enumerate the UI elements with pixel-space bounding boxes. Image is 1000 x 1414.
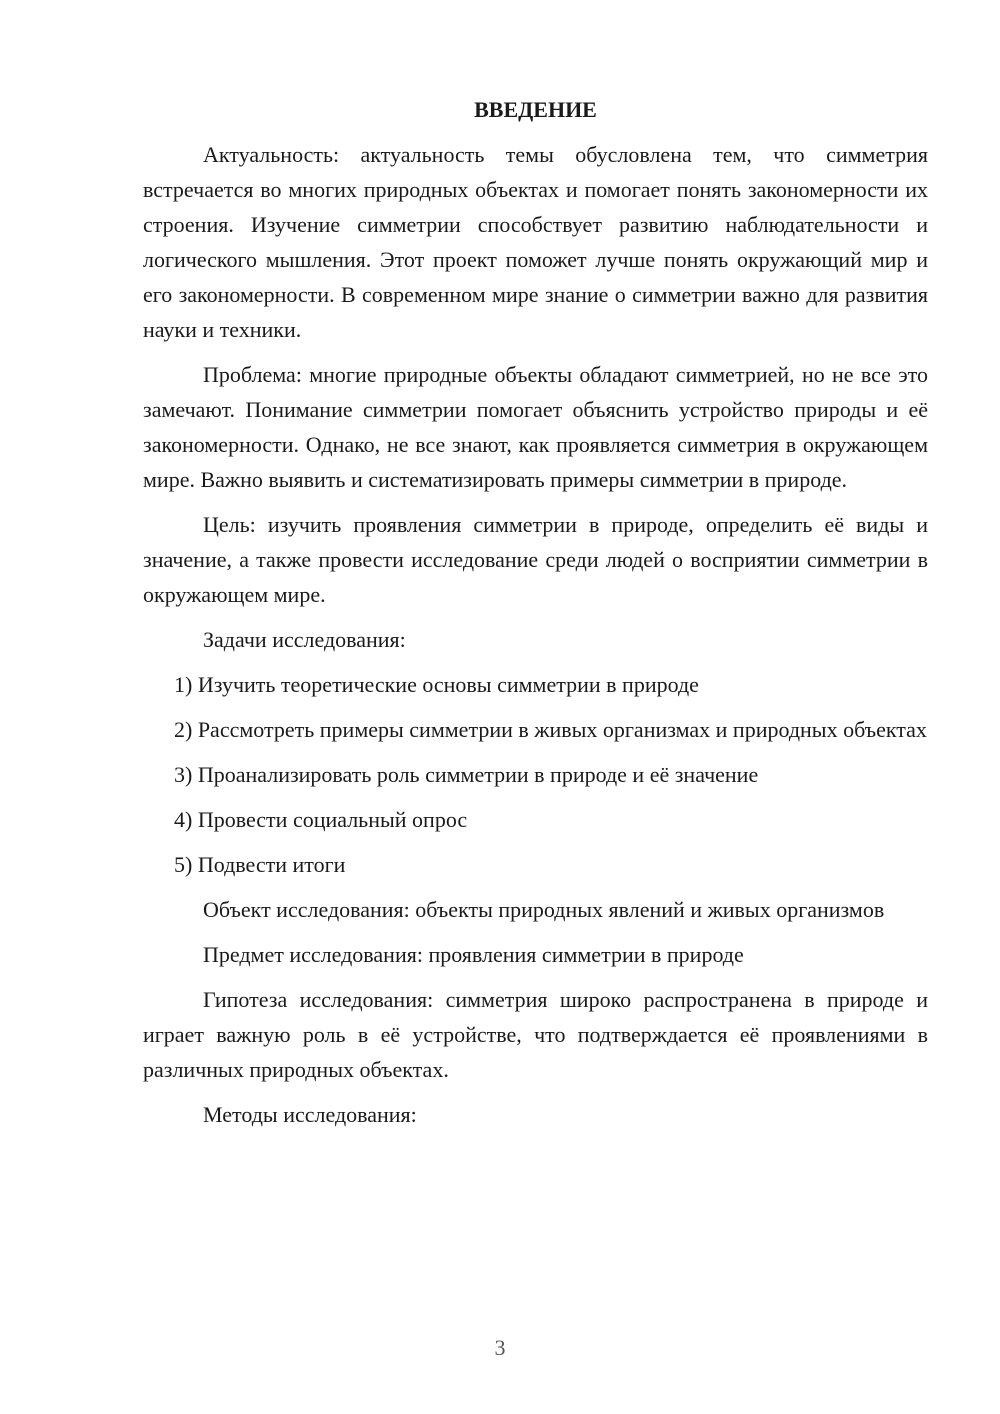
- task-item-4: 4) Провести социальный опрос: [174, 807, 468, 832]
- tasks-heading: Задачи исследования:: [203, 627, 406, 652]
- page-number: 3: [494, 1335, 506, 1360]
- paragraph-object: Объект исследования: объекты природных явлений и живых организмов: [203, 897, 885, 922]
- paragraph-goal: Цель: изучить проявления симметрии в природе, определить её виды и значение, а также провести исследование среди людей о восприятии симметрии в окружающем мире.: [143, 512, 928, 607]
- page-content: [143, 92, 928, 1142]
- methods-heading: Методы исследования:: [203, 1102, 417, 1127]
- task-item-3: 3) Проанализировать роль симметрии в природе и её значение: [174, 762, 759, 787]
- paragraph-hypothesis: Гипотеза исследования: симметрия широко распространена в природе и играет важную роль в её устройстве, что подтверждается её проявлениями в различных природных объектах.: [143, 987, 928, 1082]
- task-item-5: 5) Подвести итоги: [174, 852, 346, 877]
- page-title: ВВЕДЕНИЕ: [474, 97, 597, 122]
- task-item-1: 1) Изучить теоретические основы симметрии в природе: [174, 672, 699, 697]
- task-item-2: 2) Рассмотреть примеры симметрии в живых организмах и природных объектах: [174, 717, 927, 742]
- paragraph-problem: Проблема: многие природные объекты обладают симметрией, но не все это замечают. Понимание симметрии помогает объяснить устройство природы и её закономерности. Однако, не все знают, как проявляется симметрия в окружающем мире. Важно выявить и систематизировать примеры симметрии в природе.: [143, 362, 928, 492]
- paragraph-relevance: Актуальность: актуальность темы обусловлена тем, что симметрия встречается во многих природных объектах и помогает понять закономерности их строения. Изучение симметрии способствует развитию наблюдательности и логического мышления. Этот проект поможет лучше понять окружающий мир и его закономерности. В современном мире знание о симметрии важно для развития науки и техники.: [143, 142, 928, 342]
- paragraph-subject: Предмет исследования: проявления симметрии в природе: [203, 942, 744, 967]
